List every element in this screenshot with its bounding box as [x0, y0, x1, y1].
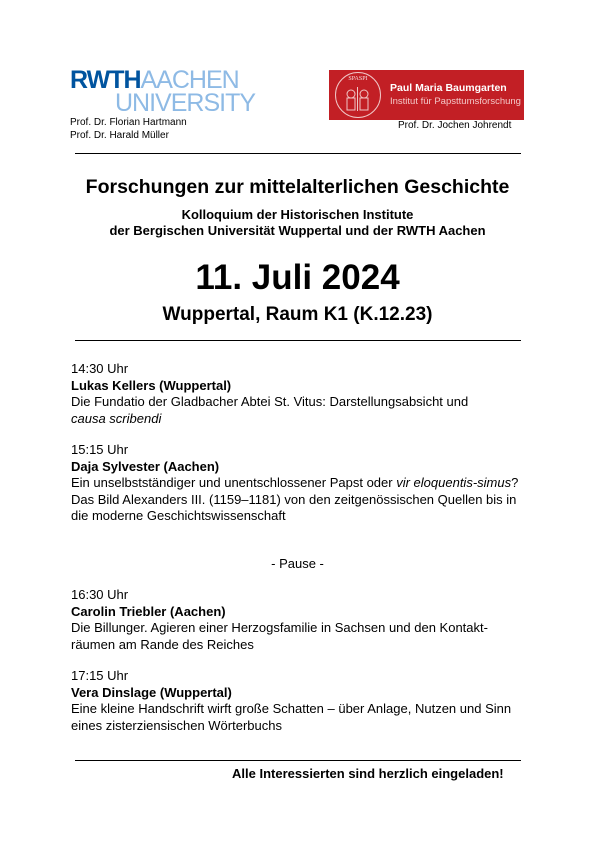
program-speaker: Vera Dinslage (Wuppertal) — [71, 684, 232, 700]
rwth-logo-dark-text: RWTH — [70, 66, 141, 94]
subtitle — [0, 207, 595, 239]
program-time: 17:15 Uhr — [71, 668, 129, 683]
program-talk: Eine kleine Handschrift wirft große Schatten – über Anlage, Nutzen und Sinn eines zisterziensischen Wörterbuchs — [71, 701, 512, 733]
subtitle-line: Kolloquium der Historischen Institute — [181, 207, 414, 222]
program-talk: Die Billunger. Agieren einer Herzogsfamilie in Sachsen und den Kontakt-räumen am Rande des Reiches — [71, 620, 488, 652]
right-professor: Prof. Dr. Jochen Johrendt — [398, 120, 512, 131]
divider — [75, 153, 521, 154]
rwth-logo-university-text: UNIVERSITY — [115, 89, 256, 117]
professor-name: Prof. Dr. Florian Hartmann — [70, 117, 187, 128]
page-title: Forschungen zur mittelalterlichen Geschichte — [85, 176, 510, 198]
left-professors — [70, 116, 187, 142]
program-speaker: Daja Sylvester (Aachen) — [71, 458, 220, 474]
seal-figures-icon — [336, 73, 379, 116]
program-talk: Die Fundatio der Gladbacher Abtei St. Vitus: Darstellungsabsicht und causa scribendi — [71, 394, 469, 426]
seal-icon: SPASPI — [335, 72, 381, 118]
event-place: Wuppertal, Raum K1 (K.12.23) — [162, 304, 433, 325]
rwth-logo — [70, 66, 256, 117]
subtitle-line: der Bergischen Universität Wuppertal und der RWTH Aachen — [109, 223, 486, 238]
pmb-institute-logo — [329, 70, 524, 120]
closing-invitation: Alle Interessierten sind herzlich eingeladen! — [232, 766, 504, 781]
divider — [75, 340, 521, 341]
institute-subtitle: Institut für Papsttumsforschung — [390, 96, 521, 107]
program-time: 15:15 Uhr — [71, 442, 129, 457]
divider — [75, 760, 521, 761]
program-time: 14:30 Uhr — [71, 361, 129, 376]
rwth-logo-light-text: AACHEN — [140, 66, 239, 94]
program-speaker: Lukas Kellers (Wuppertal) — [71, 377, 232, 393]
program-speaker: Carolin Triebler (Aachen) — [71, 603, 226, 619]
program-item — [71, 442, 526, 525]
pause-label: - Pause - — [271, 556, 324, 571]
program-talk: Ein unselbstständiger und unentschlossener Papst oder vir eloquentis-simus? Das Bild Alexanders III. (1159–1181) von den zeitgenössischen Quellen bis in die moderne Geschichtswissenschaft — [71, 475, 519, 523]
program-time: 16:30 Uhr — [71, 587, 129, 602]
program-item — [71, 361, 526, 427]
professor-name: Prof. Dr. Harald Müller — [70, 130, 169, 141]
event-date: 11. Juli 2024 — [195, 258, 400, 297]
program-item — [71, 668, 526, 734]
program-item — [71, 587, 526, 653]
institute-name: Paul Maria Baumgarten — [390, 82, 507, 94]
